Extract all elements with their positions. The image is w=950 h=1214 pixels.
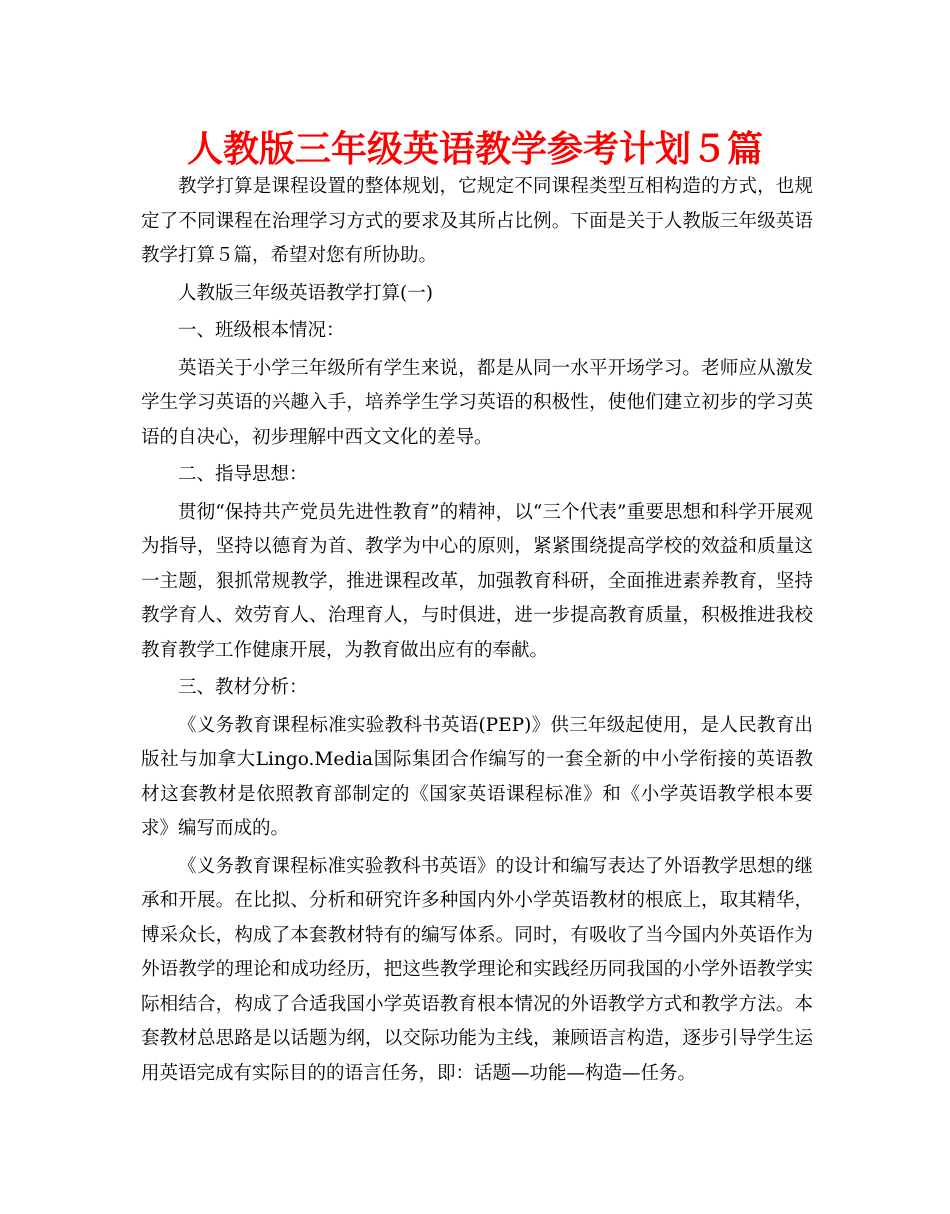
- paragraph-textbook-analysis-2: 《义务教育课程标准实验教科书英语》的设计和编写表达了外语教学思想的继承和开展。在比拟、分析和研究许多种国内外小学英语教材的根底上，取其精华，博采众长，构成了本套教材特有的编写体系。同时，有吸收了当今国内外英语作为外语教学的理论和成功经历，把这些教学理论和实践经历同我国的小学外语教学实际相结合，构成了合适我国小学英语教育根本情况的外语教学方式和教学方法。本套教材总思路是以话题为纲，以交际功能为主线，兼顾语言构造，逐步引导学生运用英语完成有实际目的的语言任务，即：话题—功能—构造—任务。: [141, 855, 813, 1084]
- paragraph-guiding-ideology: 贯彻“保持共产党员先进性教育”的精神，以“三个代表”重要思想和科学开展观为指导，坚持以德育为首、教学为中心的原则，紧紧围绕提高学校的效益和质量这一主题，狠抓常规教学，推进课程改革，加强教育科研，全面推进素养教育，坚持教学育人、效劳育人、治理育人，与时俱进，进一步提高教育质量，积极推进我校教育教学工作健康开展，为教育做出应有的奉献。: [141, 501, 813, 661]
- intro-paragraph: 教学打算是课程设置的整体规划，它规定不同课程类型互相构造的方式，也规定了不同课程在治理学习方式的要求及其所占比例。下面是关于人教版三年级英语教学打算５篇，希望对您有所协助。: [141, 176, 813, 266]
- section-heading-class-situation: 一、班级根本情况：: [178, 320, 345, 341]
- section-heading-textbook-analysis: 三、教材分析：: [178, 677, 308, 698]
- section-heading-guiding-ideology: 二、指导思想：: [178, 464, 308, 485]
- document-title: 人教版三年级英语教学参考计划５篇: [186, 129, 763, 170]
- document-body: [141, 170, 813, 1094]
- section-heading-plan-one: 人教版三年级英语教学打算(一): [178, 282, 433, 304]
- paragraph-textbook-analysis-1: 《义务教育课程标准实验教科书英语(PEP)》供三年级起使用，是人民教育出版社与加拿大Lingo.Media国际集团合作编写的一套全新的中小学衔接的英语教材这套教材是依照教育部制定的《国家英语课程标准》和《小学英语教学根本要求》编写而成的。: [141, 714, 813, 839]
- paragraph-class-situation: 英语关于小学三年级所有学生来说，都是从同一水平开场学习。老师应从激发学生学习英语的兴趣入手，培养学生学习英语的积极性，使他们建立初步的学习英语的自决心，初步理解中西文文化的差导。: [141, 357, 813, 448]
